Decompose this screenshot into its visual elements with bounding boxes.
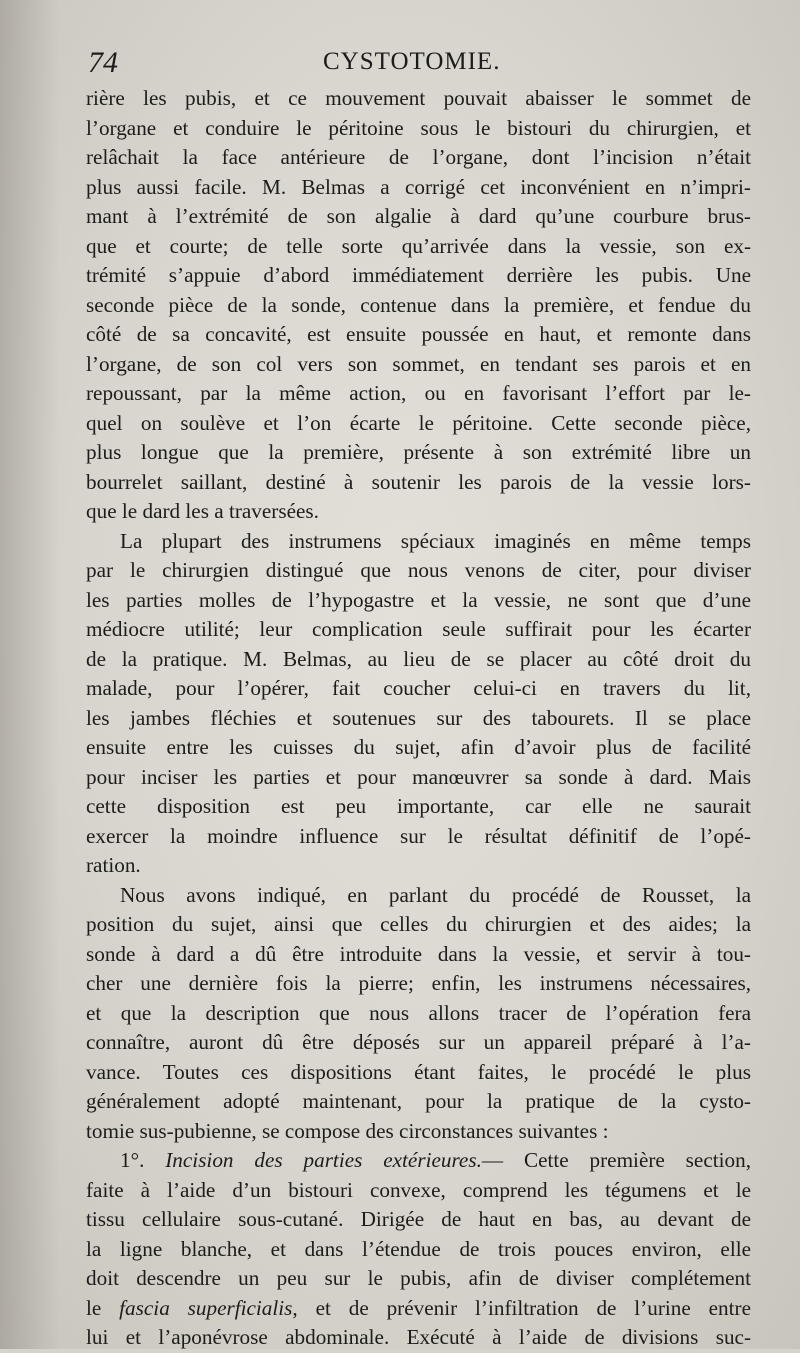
text-line: quel on soulève et l’on écarte le péritoine. Cette seconde pièce, xyxy=(86,410,751,435)
text-line: vance. Toutes ces dispositions étant faites, le procédé le plus xyxy=(86,1059,751,1084)
text-line: seconde pièce de la sonde, contenue dans la première, et fendue du xyxy=(86,292,751,317)
text-line: faite à l’aide d’un bistouri convexe, comprend les tégumens et le xyxy=(86,1177,751,1202)
item-dash: — xyxy=(481,1148,504,1172)
text-line: rière les pubis, et ce mouvement pouvait abaisser le sommet de xyxy=(86,86,751,110)
text-line: Nous avons indiqué, en parlant du procédé de Rousset, la xyxy=(120,882,751,907)
text-line: les jambes fléchies et soutenues sur des tabourets. Il se place xyxy=(86,705,751,730)
text-line: trémité s’appuie d’abord immédiatement derrière les pubis. Une xyxy=(86,263,751,287)
fascia-term: fascia superficialis xyxy=(119,1295,293,1320)
text-line: les parties molles de l’hypogastre et la vessie, ne sont que d’une xyxy=(86,587,751,612)
text-line: exercer la moindre influence sur le résultat définitif de l’opé- xyxy=(86,823,751,848)
text-line: position du sujet, ainsi que celles du chirurgien et des aides; la xyxy=(86,912,751,936)
text-line: repoussant, par la même action, ou en favorisant l’effort par le- xyxy=(86,381,751,405)
text-line: tissu cellulaire sous-cutané. Dirigée de haut en bas, au devant de xyxy=(86,1207,751,1231)
text-line: La plupart des instrumens spéciaux imaginés en même temps xyxy=(120,528,751,553)
text-line: lui et l’aponévrose abdominale. Exécuté à l’aide de divisions suc- xyxy=(86,1325,751,1349)
item-first-line-rest: Cette première section, xyxy=(523,1148,751,1172)
text-line: plus aussi facile. M. Belmas a corrigé cet inconvénient en n’impri- xyxy=(86,174,751,199)
text-line: généralement adopté maintenant, pour la pratique de la cysto- xyxy=(86,1089,751,1113)
text-line: plus longue que la première, présente à son extrémité libre un xyxy=(86,440,751,464)
text-line: doit descendre un peu sur le pubis, afin de diviser complétement xyxy=(86,1266,751,1290)
text-line: connaître, auront dû être déposés sur un appareil préparé à l’a- xyxy=(86,1030,751,1054)
text-line: ration. xyxy=(86,853,141,877)
text-line: de la pratique. M. Belmas, au lieu de se placer au côté droit du xyxy=(86,646,751,671)
text-line: et que la description que nous allons tracer de l’opération fera xyxy=(86,1000,751,1025)
text-line: cher une dernière fois la pierre; enfin, les instrumens nécessaires, xyxy=(86,971,751,995)
fascia-line xyxy=(86,1294,751,1324)
text-line: que et courte; de telle sorte qu’arrivée dans la vessie, son ex- xyxy=(86,233,751,258)
text-line: bourrelet saillant, destiné à soutenir les parois de la vessie lors- xyxy=(86,469,751,494)
page-number: 74 xyxy=(88,46,118,79)
text-line: côté de sa concavité, est ensuite poussée en haut, et remonte dans xyxy=(86,322,751,346)
fascia-prefix: le xyxy=(86,1295,102,1320)
text-line: l’organe et conduire le péritoine sous le bistouri du chirurgien, et xyxy=(86,115,751,140)
text-line: pour inciser les parties et pour manœuvrer sa sonde à dard. Mais xyxy=(86,764,751,789)
text-line: cette disposition est peu importante, car elle ne saurait xyxy=(86,794,751,818)
fascia-suffix: , et de prévenir l’infiltration de l’urine entre xyxy=(292,1295,751,1320)
item-heading-line xyxy=(86,1146,751,1176)
text-line: l’organe, de son col vers son sommet, en tendant ses parois et en xyxy=(86,351,751,376)
spine-shadow xyxy=(0,0,60,1349)
text-line: mant à l’extrémité de son algalie à dard qu’une courbure brus- xyxy=(86,204,751,228)
text-line: sonde à dard a dû être introduite dans la vessie, et servir à tou- xyxy=(86,941,751,966)
text-line: malade, pour l’opérer, fait coucher celui-ci en travers du lit, xyxy=(86,676,751,700)
text-line: ensuite entre les cuisses du sujet, afin d’avoir plus de facilité xyxy=(86,735,751,759)
text-line: relâchait la face antérieure de l’organe, dont l’incision n’était xyxy=(86,145,751,169)
text-line: médiocre utilité; leur complication seule suffirait pour les écarter xyxy=(86,617,751,641)
text-line: que le dard les a traversées. xyxy=(86,499,319,523)
text-line: tomie sus-pubienne, se compose des circonstances suivantes : xyxy=(86,1118,609,1143)
body-text xyxy=(86,84,751,1353)
text-line: par le chirurgien distingué que nous venons de citer, pour diviser xyxy=(86,558,751,582)
item-title: Incision des parties extérieures. xyxy=(165,1148,482,1172)
running-title: CYSTOTOMIE. xyxy=(323,48,501,75)
text-line: la ligne blanche, et dans l’étendue de trois pouces environ, elle xyxy=(86,1236,751,1261)
item-number: 1°. xyxy=(120,1148,145,1172)
page-header xyxy=(88,42,748,86)
